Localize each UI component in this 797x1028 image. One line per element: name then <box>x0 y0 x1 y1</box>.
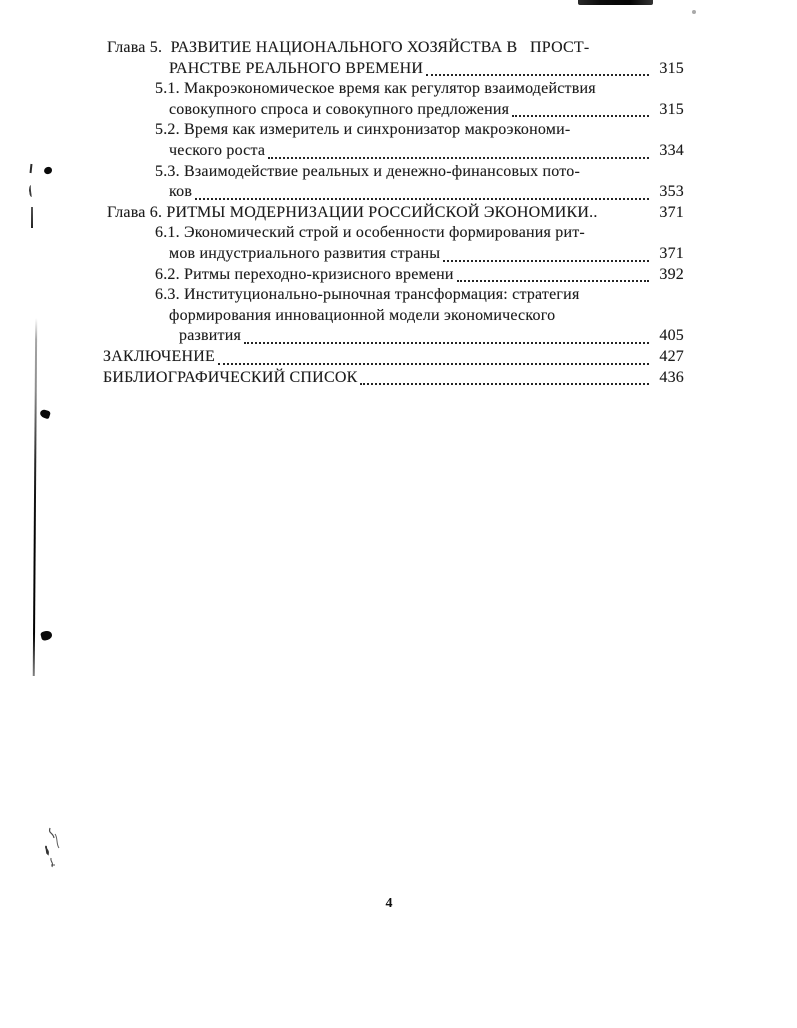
scan-artifact-top-edge-bar <box>578 0 653 5</box>
dot-leader <box>457 280 649 282</box>
toc-entry-text: формирования инновационной модели экономического <box>169 306 556 324</box>
toc-page-number: 353 <box>659 183 684 201</box>
scan-artifact-ink-blob <box>40 630 53 641</box>
toc-entry-text: 6.3. Институционально-рыночная трансформация: стратегия <box>155 286 580 304</box>
scan-artifact-margin-tick <box>30 164 33 173</box>
toc-line <box>103 347 684 368</box>
toc-line <box>103 141 684 162</box>
toc-line <box>103 59 684 80</box>
scan-artifact-speck <box>692 10 696 14</box>
toc-line <box>103 79 684 100</box>
toc-entry-text: РАНСТВЕ РЕАЛЬНОГО ВРЕМЕНИ <box>169 59 424 77</box>
scan-artifact-ink-blob <box>39 409 51 420</box>
toc-page-number: 371 <box>659 203 684 221</box>
scan-artifact-margin-line-segment <box>31 207 33 228</box>
dot-leader <box>360 383 649 385</box>
toc-page-number: 427 <box>659 347 684 365</box>
toc-entry-text: 6.2. Ритмы переходно-кризисного времени <box>155 265 454 283</box>
toc-entry-text: ческого роста <box>169 141 266 159</box>
toc-entry-text: 5.2. Время как измеритель и синхронизатор макроэкономи- <box>155 121 571 139</box>
dot-leader <box>443 260 649 262</box>
toc-line <box>103 368 684 389</box>
toc-line <box>103 223 684 244</box>
toc-line <box>103 326 684 347</box>
toc-entry-text: 6.1. Экономический строй и особенности формирования рит- <box>155 224 585 242</box>
toc-entry-text: Глава 6. РИТМЫ МОДЕРНИЗАЦИИ РОССИЙСКОЙ ЭКОНОМИКИ.. <box>107 203 598 221</box>
dot-leader <box>426 74 649 76</box>
toc-line <box>103 120 684 141</box>
toc-line <box>103 182 684 203</box>
scan-artifact-ink-dot <box>43 166 52 175</box>
toc-line <box>103 100 684 121</box>
toc-page-number: 392 <box>659 265 684 283</box>
table-of-contents <box>103 38 684 388</box>
toc-entry-text: развития <box>179 327 242 345</box>
toc-line <box>103 38 684 59</box>
toc-line <box>103 285 684 306</box>
toc-entry-text: Глава 5. РАЗВИТИЕ НАЦИОНАЛЬНОГО ХОЗЯЙСТВА В ПРОСТ- <box>107 39 590 56</box>
dot-leader <box>195 198 649 200</box>
toc-line <box>103 244 684 265</box>
toc-page-number: 334 <box>659 141 684 159</box>
toc-entry-text: 5.1. Макроэкономическое время как регулятор взаимодействия <box>155 80 596 98</box>
toc-entry-text: совокупного спроса и совокупного предложения <box>169 100 510 118</box>
dot-leader <box>244 342 649 344</box>
toc-page-number: 405 <box>659 327 684 345</box>
toc-line <box>103 265 684 286</box>
dot-leader <box>512 115 649 117</box>
toc-entry-text: мов индустриального развития страны <box>169 244 441 262</box>
toc-entry-text: БИБЛИОГРАФИЧЕСКИЙ СПИСОК <box>103 368 358 386</box>
toc-page-number: 315 <box>659 100 684 118</box>
toc-page-number: 371 <box>659 244 684 262</box>
toc-entry-text: ЗАКЛЮЧЕНИЕ <box>103 347 215 365</box>
toc-line <box>103 162 684 183</box>
toc-entry-text: ков <box>169 183 193 201</box>
dot-leader <box>268 157 649 159</box>
scan-artifact-margin-hook <box>28 185 35 198</box>
dot-leader <box>218 363 649 365</box>
toc-line <box>103 306 684 327</box>
toc-page-number: 315 <box>659 59 684 77</box>
toc-entry-text: 5.3. Взаимодействие реальных и денежно-финансовых пото- <box>155 162 581 180</box>
page-number: 4 <box>385 896 393 911</box>
scan-artifact-binding-line <box>33 318 37 676</box>
scan-artifact-scribble <box>42 826 66 872</box>
toc-page-number: 436 <box>659 368 684 386</box>
toc-line <box>103 203 684 224</box>
